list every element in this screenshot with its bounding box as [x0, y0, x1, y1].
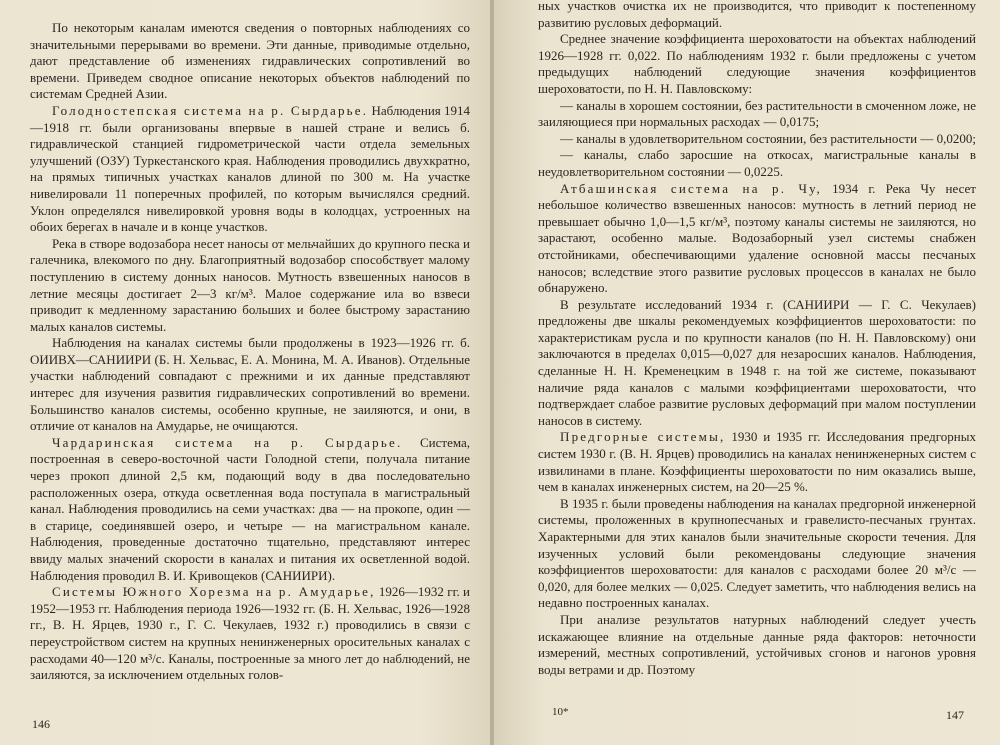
- paragraph: [538, 297, 976, 430]
- paragraph: [538, 429, 976, 495]
- paragraph-text: В результате исследований 1934 г. (САНИИРИ — Г. С. Чекулаев) предложены две шкалы рекомендуемых коэффициентов шероховатости: по характеристикам русла и по крупности каналов (по Н. Н. Павловскому) они заключаются в пределах 0,015—0,027 для незаросших каналов. Наблюдения, сделанные Н. Н. Кременецким в 1948 г. на той же системе, показывают наличие ряда каналов с малыми коэффициентами шероховатости, что подтверждает слабое развитие русловых деформаций при малом поступлении наносов в систему.: [538, 296, 976, 428]
- paragraph: [538, 612, 976, 678]
- paragraph-text: 1934 г. Река Чу несет небольшое количество взвешенных наносов: мутность в летний период не превышает обычно 1,0—1,5 кг/м³, поэтому каналы системы не заиляются, но зарастают, особенно малые. Водозаборный узел системы снабжен отстойниками, обеспечивающими удаление основной массы песчаных наносов; вследствие этого развитие русловых процессов в каналах не было обнаружено.: [538, 180, 976, 296]
- paragraph: [538, 131, 976, 148]
- signature-mark: 10*: [552, 706, 569, 718]
- left-page-number: 146: [32, 717, 50, 731]
- left-page-text: [30, 20, 470, 684]
- paragraph: [538, 181, 976, 297]
- paragraph-text: Среднее значение коэффициента шероховатости на объектах наблюдений 1926—1928 гг. 0,022. По наблюдениям 1932 г. были предложены с учетом предыдущих наблюдений следующие значения коэффициентов шероховатости, по Н. Н. Павловскому:: [538, 31, 976, 96]
- paragraph: [30, 236, 470, 336]
- paragraph: [30, 20, 470, 103]
- paragraph-text: — каналы в хорошем состоянии, без растительности в смоченном ложе, не заиляющиеся при нормальных расходах — 0,0175;: [538, 97, 976, 130]
- paragraph: [30, 335, 470, 435]
- paragraph: [538, 98, 976, 131]
- paragraph-text: По некоторым каналам имеются сведения о повторных наблюдениях со значительными перерывами во времени. Эти данные, приводимые отдельно, дают представление об изменениях гидравлических сопротивлений во времени. Приведем сводное описание некоторых объектов наблюдений по системам Средней Азии.: [30, 20, 470, 102]
- paragraph-text: Система, построенная в северо-восточной части Голодной степи, получала питание через прокоп длиной 2,5 км, подающий воду в два последовательно расположенных озера, откуда осветленная вода поступала в магистральный канал. Наблюдения проводились на семи участках: два — на прокопе, один — в старице, соединявшей озеро, и четыре — на магистральном канале. Наблюдения, проведенные достаточно тщательно, представляют интерес ввиду малых значений скорости в каналах и питания их осветленной водой. Наблюдения проводил В. И. Кривощеков (САНИИРИ).: [30, 434, 470, 583]
- right-page: [494, 0, 1000, 745]
- paragraph-text: В 1935 г. были проведены наблюдения на каналах предгорной инженерной системы, проложенных в крупнопесчаных и гравелисто-песчаных грунтах. Характерными для этих каналов были значительные скорости течения. Для изученных условий были рекомендованы следующие значения коэффициентов шероховатости: для каналов с расходами более 20 м³/с — 0,020, для более мелких — 0,025. Следует заметить, что наблюдения велись на недавно построенных каналах.: [538, 495, 976, 611]
- section-heading: Атбашинская система на р. Чу,: [560, 180, 823, 196]
- paragraph: [538, 496, 976, 612]
- section-heading: Чардаринская система на р. Сырдарье.: [52, 434, 403, 450]
- paragraph: [30, 103, 470, 236]
- paragraph: [538, 147, 976, 180]
- right-page-text: [538, 0, 976, 678]
- paragraph-text: ных участков очистка их не производится, что приводит к постепенному развитию русловых деформаций.: [538, 0, 976, 30]
- paragraph-text: — каналы, слабо заросшие на откосах, магистральные каналы в неудовлетворительном состоянии — 0,0225.: [538, 147, 976, 179]
- paragraph-text: Река в створе водозабора несет наносы от мельчайших до крупного песка и галечника, влекомого по дну. Благоприятный водозабор способствует малому поступлению в систему донных наносов. Мутность взвешенных наносов в летние месяцы достигает 2—3 кг/м³. Малое содержание ила во взвеси приводит к медленному зарастанию больших и более быстрому зарастанию малых каналов системы.: [30, 235, 470, 334]
- paragraph-text: Наблюдения 1914—1918 гг. были организованы впервые в нашей стране и велись б. гидравлической станцией гидрометрической части отдела земельных улучшений (ОЗУ) Туркестанского края. Наблюдения проводились двухкратно, на прямых типичных участках каналов длиной по 300 м. На участке нивелировали 11 поперечных профилей, по которым вычислялся средний. Уклон определялся нивелировкой уровня воды в колодцах, устроенных на обоих берегах в начале и в конце участков.: [30, 102, 470, 235]
- paragraph: [538, 31, 976, 97]
- left-page: [0, 0, 492, 745]
- paragraph: [538, 0, 976, 31]
- section-heading: Голодностепская система на р. Сырдарье.: [52, 102, 369, 118]
- right-page-number: 147: [946, 708, 964, 722]
- paragraph: [30, 584, 470, 684]
- paragraph-text: Наблюдения на каналах системы были продолжены в 1923—1926 гг. б. ОИИВХ—САНИИРИ (Б. Н. Хельвас, Е. А. Монина, М. А. Иванов). Отдельные участки наблюдений совпадают с прежними и их данные представляют интерес для изучения развития гидравлических сопротивлений во времени. Большинство каналов системы, особенно крупные, не заиляются, и они, в отличие от каналов на Амударье, не очищаются.: [30, 335, 470, 434]
- paragraph-text: При анализе результатов натурных наблюдений следует учесть искажающее влияние на отдельные данные ряда факторов: неточности измерений, местных сопротивлений, устойчивых сгонов и нагонов уровня воды ветрами и др. Поэтому: [538, 611, 976, 677]
- paragraph-text: 1930 и 1935 гг. Исследования предгорных систем 1930 г. (В. Н. Ярцев) проводились на каналах ненинженерных систем с извилинами в плане. Коэффициенты шероховатости по ним оказались выше, чем в каналах инженерных систем, на 20—25 %.: [538, 429, 976, 495]
- paragraph-text: — каналы в удовлетворительном состоянии, без растительности — 0,0200;: [560, 130, 976, 146]
- section-heading: Системы Южного Хорезма на р. Амударье,: [52, 584, 376, 600]
- paragraph-text: 1926—1932 гг. и 1952—1953 гг. Наблюдения периода 1926—1932 гг. (Б. Н. Хельвас, 1926—1928 гг., В. Н. Ярцев, 1930 г., Г. С. Чекулаев, 1932 г.) проводились в связи с переустройством систем на крупных ненинженерных оросительных каналах с расходами 40—120 м³/с. Каналы, построенные за много лет до наблюдений, не заиляются, за исключением отдельных голов-: [30, 584, 470, 683]
- paragraph: [30, 435, 470, 584]
- section-heading: Предгорные системы,: [560, 429, 726, 445]
